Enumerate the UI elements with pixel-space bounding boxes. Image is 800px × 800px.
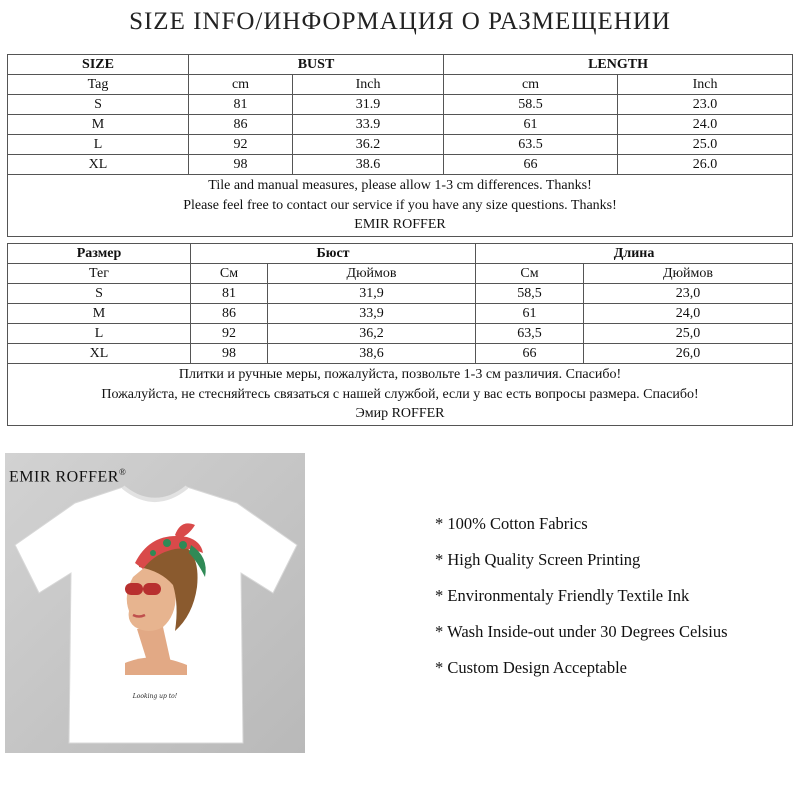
notes-row	[8, 364, 793, 426]
shirt-caption: Looking up to!	[132, 693, 178, 700]
table-cell: 63.5	[444, 135, 618, 155]
registered-mark: ®	[118, 467, 127, 477]
table-cell: 23.0	[618, 95, 793, 115]
table-cell: 63,5	[476, 324, 584, 344]
table-row	[8, 135, 793, 155]
notes-row	[8, 175, 793, 237]
table-cell: L	[8, 324, 191, 344]
note-line: Пожалуйста, не стесняйтесь связаться с нашей службой, если у вас есть вопросы размера. Спасибо!	[101, 386, 699, 402]
table-row	[8, 155, 793, 175]
unit-cell: Tag	[8, 75, 189, 95]
table-cell: S	[8, 284, 191, 304]
table-cell: 31.9	[293, 95, 444, 115]
bust-header: BUST	[189, 55, 444, 75]
table-cell: 58,5	[476, 284, 584, 304]
table-cell: 98	[191, 344, 268, 364]
notes-cell	[8, 175, 793, 237]
unit-cell: См	[191, 264, 268, 284]
table-cell: 31,9	[268, 284, 476, 304]
unit-cell: См	[476, 264, 584, 284]
unit-cell: Дюймов	[268, 264, 476, 284]
table-row	[8, 324, 793, 344]
bust-header: Бюст	[191, 244, 476, 264]
note-line: Please feel free to contact our service if you have any size questions. Thanks!	[183, 197, 617, 213]
table-cell: 25,0	[584, 324, 793, 344]
table-cell: 58.5	[444, 95, 618, 115]
page-title: SIZE INFO/ИНФОРМАЦИЯ О РАЗМЕЩЕНИИ	[129, 8, 671, 35]
table-cell: S	[8, 95, 189, 115]
size-table-ru	[7, 243, 793, 426]
unit-cell: cm	[444, 75, 618, 95]
length-header: Длина	[476, 244, 793, 264]
table-cell: 66	[476, 344, 584, 364]
units-row	[8, 75, 793, 95]
feature-item: * Custom Design Acceptable	[435, 658, 628, 677]
product-photo	[5, 453, 305, 753]
table-row	[8, 284, 793, 304]
size-header: Размер	[8, 244, 191, 264]
table-cell: 92	[191, 324, 268, 344]
table-row	[8, 95, 793, 115]
table-cell: 92	[189, 135, 293, 155]
unit-cell: cm	[189, 75, 293, 95]
table-cell: 86	[189, 115, 293, 135]
size-table-en	[7, 54, 793, 237]
feature-item: * High Quality Screen Printing	[435, 550, 641, 569]
table-header-row	[8, 244, 793, 264]
table-cell: 33.9	[293, 115, 444, 135]
size-header: SIZE	[8, 55, 189, 75]
note-line: Эмир ROFFER	[355, 406, 445, 421]
note-line: Tile and manual measures, please allow 1-3 cm differences. Thanks!	[208, 178, 592, 193]
table-cell: 38.6	[293, 155, 444, 175]
units-row	[8, 264, 793, 284]
unit-cell: Тег	[8, 264, 191, 284]
feature-item: * Environmentaly Friendly Textile Ink	[435, 586, 690, 605]
table-cell: XL	[8, 344, 191, 364]
table-cell: 38,6	[268, 344, 476, 364]
table-cell: M	[8, 115, 189, 135]
table-cell: 98	[189, 155, 293, 175]
table-cell: M	[8, 304, 191, 324]
table-row	[8, 304, 793, 324]
unit-cell: Inch	[293, 75, 444, 95]
table-cell: 26,0	[584, 344, 793, 364]
note-line: EMIR ROFFER	[354, 217, 446, 232]
feature-item: * Wash Inside-out under 30 Degrees Celsius	[435, 622, 728, 641]
table-cell: L	[8, 135, 189, 155]
unit-cell: Inch	[618, 75, 793, 95]
table-cell: 86	[191, 304, 268, 324]
table-cell: 81	[191, 284, 268, 304]
tshirt-illustration	[5, 453, 305, 753]
table-cell: 36,2	[268, 324, 476, 344]
table-cell: 81	[189, 95, 293, 115]
table-header-row	[8, 55, 793, 75]
notes-cell	[8, 364, 793, 426]
table-cell: 61	[476, 304, 584, 324]
unit-cell: Дюймов	[584, 264, 793, 284]
table-cell: 36.2	[293, 135, 444, 155]
brand-name: EMIR ROFFER	[9, 468, 119, 486]
table-cell: 66	[444, 155, 618, 175]
table-cell: 25.0	[618, 135, 793, 155]
table-cell: 26.0	[618, 155, 793, 175]
table-cell: 24.0	[618, 115, 793, 135]
table-cell: XL	[8, 155, 189, 175]
feature-list	[435, 512, 795, 692]
table-cell: 23,0	[584, 284, 793, 304]
table-row	[8, 344, 793, 364]
table-cell: 33,9	[268, 304, 476, 324]
feature-item: * 100% Cotton Fabrics	[435, 514, 588, 533]
table-row	[8, 115, 793, 135]
note-line: Плитки и ручные меры, пожалуйста, позвольте 1-3 см различия. Спасибо!	[178, 367, 622, 382]
length-header: LENGTH	[444, 55, 793, 75]
table-cell: 24,0	[584, 304, 793, 324]
table-cell: 61	[444, 115, 618, 135]
sunglasses	[125, 583, 143, 595]
brand-logo	[9, 467, 126, 486]
